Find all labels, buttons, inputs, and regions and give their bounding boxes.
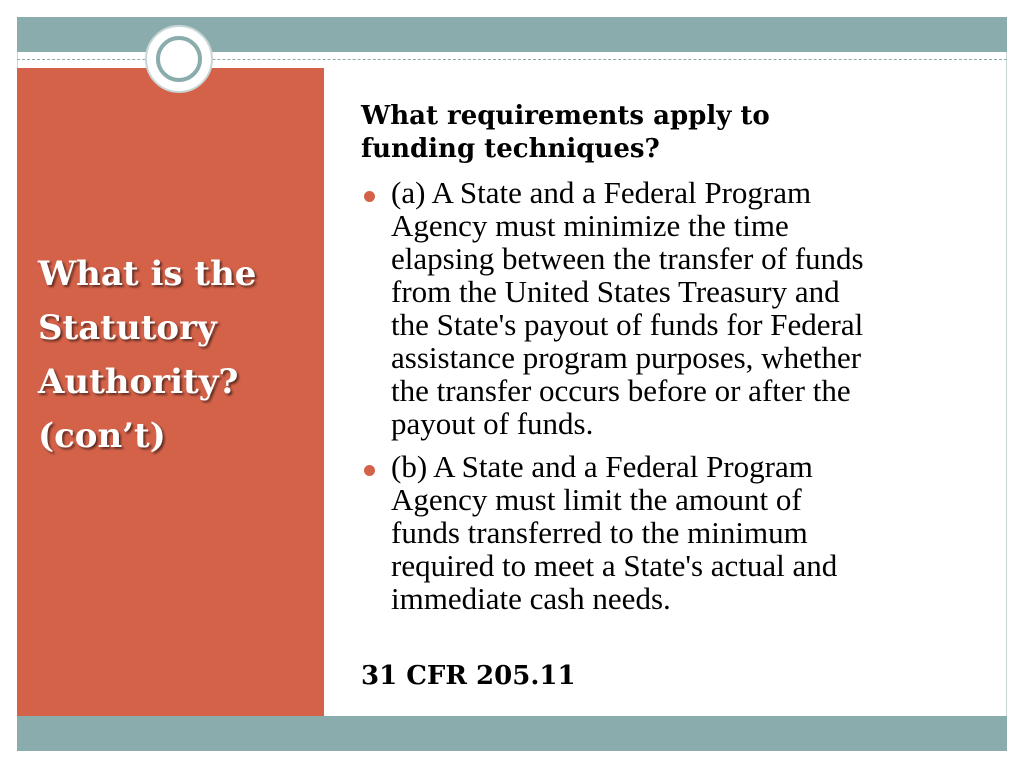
body-heading <box>361 100 981 166</box>
slide-title-line: What is the <box>38 254 257 294</box>
slide-title-line: Authority? <box>38 362 239 402</box>
ring-circle-icon <box>145 25 213 93</box>
bullet-text-line: required to meet a State's actual and <box>391 548 838 583</box>
bullet-text-line: Agency must limit the amount of <box>391 482 802 517</box>
slide-title-line: Statutory <box>38 308 217 348</box>
bullet-text-line: (b) A State and a Federal Program <box>391 449 813 484</box>
bullet-list <box>361 176 981 615</box>
bullet-text-line: the transfer occurs before or after the <box>391 373 851 408</box>
bullet-item-b <box>361 450 981 615</box>
citation: 31 CFR 205.11 <box>361 661 576 691</box>
slide-title <box>38 247 318 463</box>
body-heading-line: funding techniques? <box>361 134 660 164</box>
bullet-item-a <box>361 176 981 440</box>
bottom-accent-band <box>17 716 1007 751</box>
slide-body <box>361 100 981 625</box>
bullet-dot-icon <box>364 191 375 202</box>
bullet-text-line: Agency must minimize the time <box>391 208 789 243</box>
bullet-text-line: assistance program purposes, whether <box>391 340 862 375</box>
bullet-text-line: payout of funds. <box>391 406 594 441</box>
bullet-text-line: elapsing between the transfer of funds <box>391 241 864 276</box>
bullet-text-line: the State's payout of funds for Federal <box>391 307 864 342</box>
bullet-text-line: funds transferred to the minimum <box>391 515 808 550</box>
ring-circle-inner <box>156 36 202 82</box>
bullet-text-line: (a) A State and a Federal Program <box>391 175 812 210</box>
bullet-text-line: from the United States Treasury and <box>391 274 840 309</box>
slide-title-line: (con’t) <box>38 416 166 456</box>
body-heading-line: What requirements apply to <box>361 101 770 131</box>
bullet-text-line: immediate cash needs. <box>391 581 671 616</box>
bullet-dot-icon <box>364 465 375 476</box>
